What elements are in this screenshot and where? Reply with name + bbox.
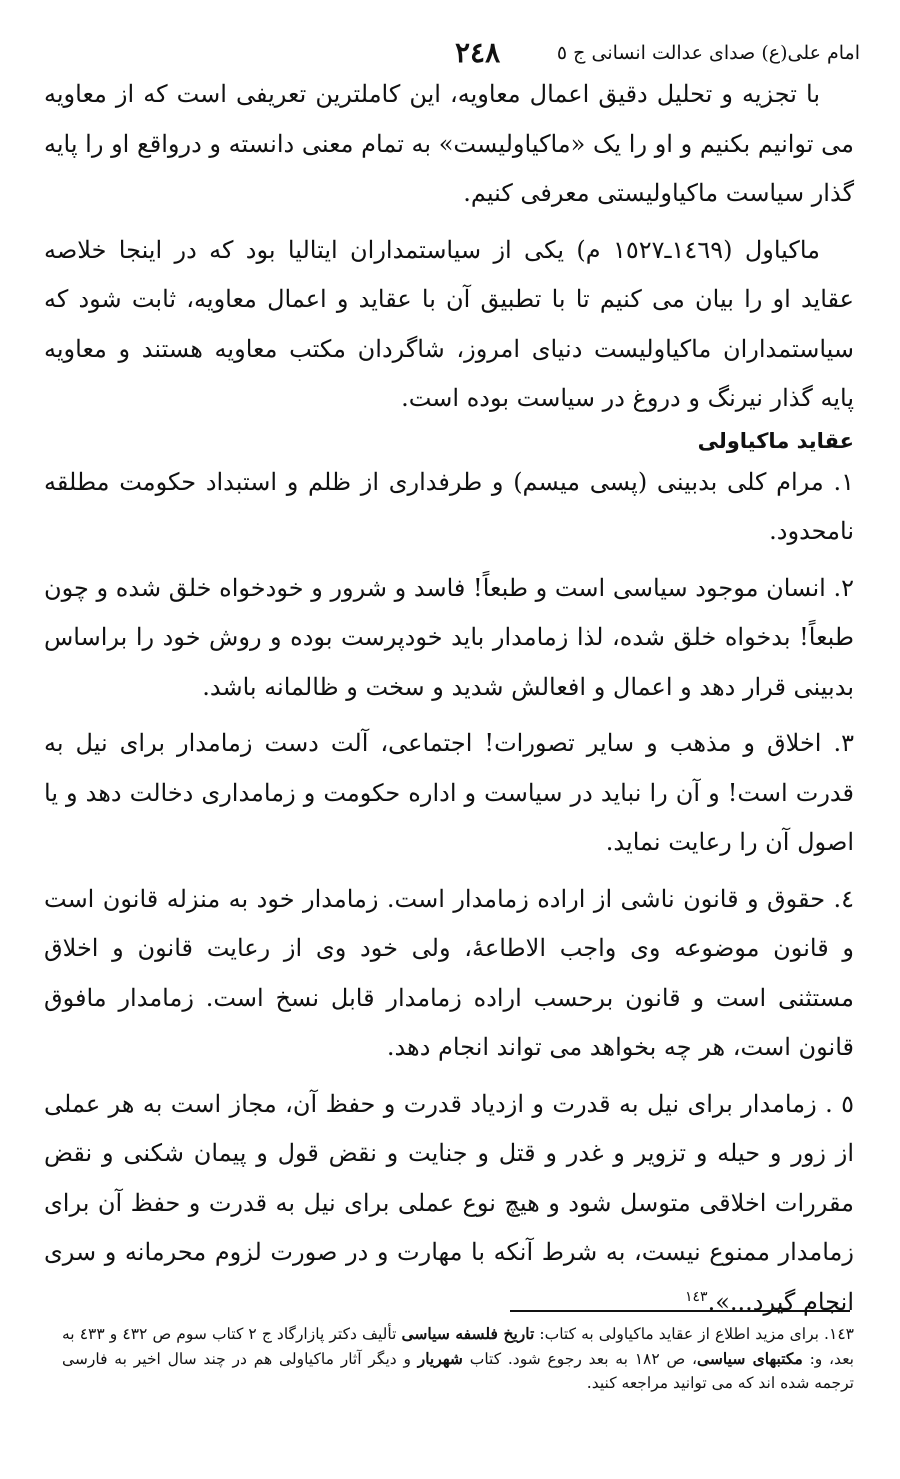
paragraph-machiavelli: ماکیاول (١٤٦٩ـ١٥٢٧ م) یکی از سیاستمداران ایتالیا بود که در اینجا خلاصه عقاید او را بیان می کنیم تا با تطبیق آن با عقاید و اعمال معاویه، ثابت شود که سیاستمداران ماکیاولیست دنیای امروز، شاگردان مکتب معاویه هستند و معاویه پایه گذار نیرنگ و دروغ در سیاست بوده است.	[44, 235, 854, 412]
belief-item-5	[44, 1080, 854, 1328]
footnote-text-3: ، ص ١٨٢ به بعد رجوع شود. کتاب	[462, 1349, 698, 1368]
footnote-divider	[510, 1310, 850, 1312]
belief-item-3: ٣. اخلاق و مذهب و سایر تصورات! اجتماعی، آلت دست زمامدار برای نیل به قدرت است! و آن را نباید در سیاست و اداره حکومت و زمامداری دخالت دهد و یا اصول آن را رعایت نماید.	[44, 729, 854, 856]
paragraph-intro: با تجزیه و تحلیل دقیق اعمال معاویه، این کاملترین تعریفی است که از معاویه می توانیم بکنیم و او را یک «ماکیاولیست» به تمام معنی دانسته و درواقع او را پایه گذار سیاست ماکیاولیستی معرفی کنیم.	[44, 80, 854, 207]
footnote-text-2: تألیف دکتر پازارگاد ج ٢ کتاب سوم ص ٤٣٢ و ٤٣٣ به بعد، و:	[62, 1325, 854, 1368]
running-header-title: امام علی(ع) صدای عدالت انسانی ج ٥	[556, 42, 860, 64]
page-number: ٢٤٨	[455, 36, 501, 69]
belief-item-5-text: ٥ . زمامدار برای نیل به قدرت و ازدیاد قدرت و حفظ آن، مجاز است به هر عملی از زور و حیله و تزویر و غدر و قتل و جنایت و نقض قول و پیمان شکنی و نقض مقررات اخلاقی متوسل شود و هیچ نوع عملی برای نیل به قدرت و حفظ آن برای زمامدار ممنوع نیست، به شرط آنکه با مهارت و در صورت لزوم محرمانه و سری انجام گیرد...».	[44, 1089, 854, 1316]
body-text	[44, 70, 854, 1327]
footnote	[62, 1322, 854, 1396]
belief-item-1: ١. مرام کلی بدبینی (پسی میسم) و طرفداری از ظلم و استبداد حکومت مطلقه نامحدود.	[44, 467, 854, 545]
footnote-text-1: ١٤٣. برای مزید اطلاع از عقاید ماکیاولی به کتاب:	[534, 1325, 854, 1343]
belief-item-2: ٢. انسان موجود سیاسی است و طبعاً! فاسد و شرور و خودخواه خلق شده و چون طبعاً! بدخواه خلق شده، لذا زمامدار باید خودپرست بوده و روش خود را براساس بدبینی قرار دهد و اعمال و افعالش شدید و سخت و ظالمانه باشد.	[44, 573, 854, 701]
section-heading: عقاید ماکیاولی	[697, 428, 854, 453]
footnote-text-4: و دیگر آثار ماکیاولی هم در چند سال اخیر به فارسی ترجمه شده اند که می توانید مراجعه کنید.	[62, 1349, 854, 1392]
footnote-book-title-2: مکتبهای سیاسی	[697, 1348, 803, 1368]
belief-item-4: ٤. حقوق و قانون ناشی از اراده زمامدار است. زمامدار خود به منزله قانون است و قانون موضوعه وی واجب الاطاعهٔ، ولی خود وی از رعایت قانون و اخلاق مستثنی است و قانون برحسب اراده زمامدار قابل نسخ است. زمامدار مافوق قانون است، هر چه بخواهد می تواند انجام دهد.	[44, 884, 854, 1061]
running-header	[40, 36, 860, 70]
footnote-reference[interactable]: ١٤٣	[685, 1288, 708, 1305]
footnote-book-title-1: تاریخ فلسفه سیاسی	[401, 1324, 535, 1343]
footnote-book-title-3: شهریار	[417, 1348, 463, 1368]
